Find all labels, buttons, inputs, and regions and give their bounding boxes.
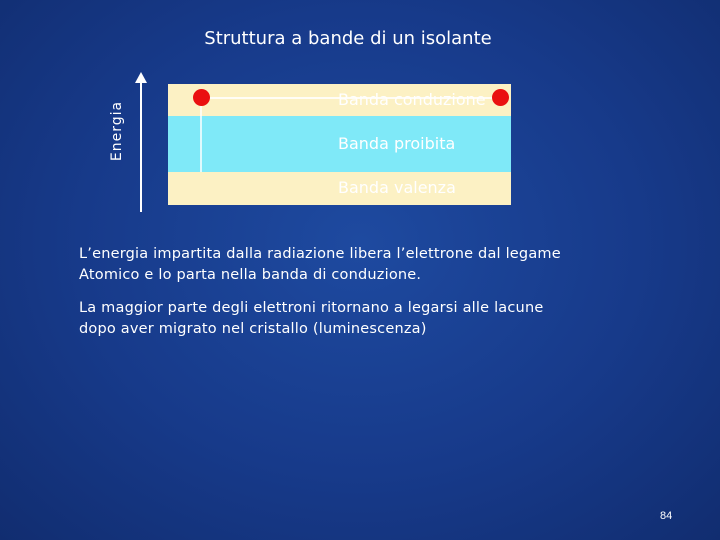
paragraph-2-line-1: La maggior parte degli elettroni ritornano a legarsi alle lacune	[79, 300, 544, 316]
excitation-line	[200, 106, 202, 172]
slide-title: Struttura a bande di un isolante	[204, 28, 492, 49]
energy-axis-arrowhead	[135, 72, 147, 83]
energy-axis-label: Energia	[109, 100, 125, 162]
electron-dot-right	[492, 89, 509, 106]
slide-number: 84	[660, 510, 673, 522]
band-diagram	[168, 84, 511, 205]
paragraph-2-line-2: dopo aver migrato nel cristallo (luminescenza)	[79, 321, 427, 337]
conduction-band-label: Banda conduzione	[338, 90, 486, 109]
explanation-paragraph-2	[79, 298, 639, 340]
electron-dot-left	[193, 89, 210, 106]
paragraph-1-line-2: Atomico e lo parta nella banda di conduzione.	[79, 267, 422, 283]
valence-band-label: Banda valenza	[338, 178, 456, 197]
forbidden-band-label: Banda proibita	[338, 134, 456, 153]
explanation-paragraph-1	[79, 244, 639, 286]
energy-axis	[140, 82, 142, 212]
paragraph-1-line-1: L’energia impartita dalla radiazione libera l’elettrone dal legame	[79, 246, 561, 262]
